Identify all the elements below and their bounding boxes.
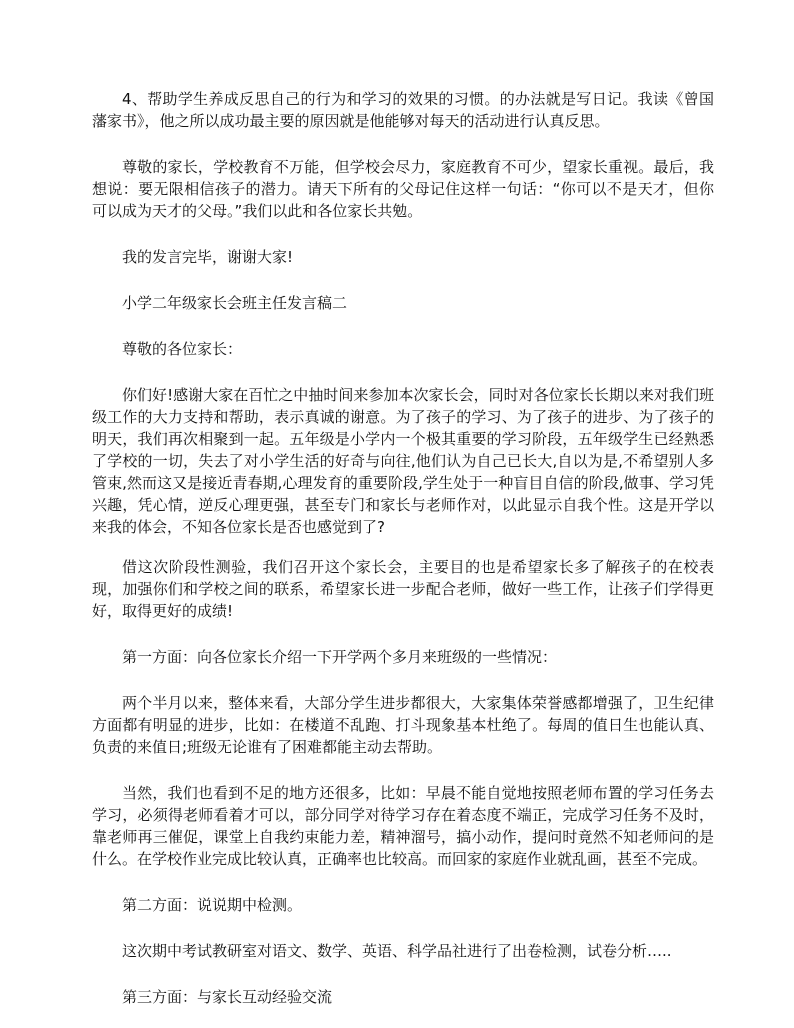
document-body [92, 88, 714, 1008]
heading-aspect-one: 第一方面：向各位家长介绍一下开学两个多月来班级的一些情况： [122, 648, 558, 666]
heading-aspect-three: 第三方面：与家长互动经验交流 [122, 988, 333, 1006]
paragraph-midterm-exam: 这次期中考试教研室对语文、数学、英语、科学品社进行了出卷检测，试卷分析….. [122, 942, 672, 960]
paragraph-welcome: 你们好!感谢大家在百忙之中抽时间来参加本次家长会，同时对各位家长长期以来对我们班级工作的大力支持和帮助，表示真诚的谢意。为了孩子的学习、为了孩子的进步、为了孩子的明天，我们再次相聚到一起。五年级是小学内一个极其重要的学习阶段，五年级学生已经熟悉了学校的一切，失去了对小学生活的好奇与向往,他们认为自己已长大,自以为是,不希望别人多管束,然而这又是接近青春期,心理发育的重要阶段,学生处于一种盲目自信的阶段,做事、学习凭兴趣，凭心情，逆反心理更强，甚至专门和家长与老师作对，以此显示自我个性。这是开学以来我的体会，不知各位家长是否也感觉到了? [92, 386, 714, 536]
heading-aspect-two: 第二方面：说说期中检测。 [122, 896, 303, 914]
paragraph-reflection-habit: 4、帮助学生养成反思自己的行为和学习的效果的习惯。的办法就是写日记。我读《曾国藩家书》，他之所以成功最主要的原因就是他能够对每天的活动进行认真反思。 [92, 90, 714, 130]
paragraph-meeting-purpose: 借这次阶段性测验，我们召开这个家长会，主要目的也是希望家长多了解孩子的在校表现，加强你们和学校之间的联系，希望家长进一步配合老师，做好一些工作，让孩子们学得更好，取得更好的成绩! [92, 558, 714, 620]
paragraph-thanks: 我的发言完毕，谢谢大家! [122, 248, 294, 266]
paragraph-progress: 两个半月以来，整体来看，大部分学生进步都很大，大家集体荣誉感都增强了，卫生纪律方面都有明显的进步，比如：在楼道不乱跑、打斗现象基本杜绝了。每周的值日生也能认真、负责的来值日;班级无论谁有了困难都能主动去帮助。 [92, 694, 714, 756]
section-title-speech-two: 小学二年级家长会班主任发言稿二 [122, 294, 348, 312]
paragraph-shortcomings: 当然，我们也看到不足的地方还很多，比如：早晨不能自觉地按照老师布置的学习任务去学习，必须得老师看着才可以，部分同学对待学习存在着态度不端正，完成学习任务不及时，靠老师再三催促，课堂上自我约束能力差，精神溜号，搞小动作，提问时竟然不知老师问的是什么。在学校作业完成比较认真，正确率也比较高。而回家的家庭作业就乱画，甚至不完成。 [92, 784, 714, 868]
paragraph-greeting: 尊敬的各位家长： [122, 340, 243, 358]
paragraph-closing-remarks: 尊敬的家长，学校教育不万能，但学校会尽力，家庭教育不可少，望家长重视。最后，我想说：要无限相信孩子的潜力。请天下所有的父母记住这样一句话：“你可以不是天才，但你可以成为天才的父母。”我们以此和各位家长共勉。 [92, 158, 714, 220]
